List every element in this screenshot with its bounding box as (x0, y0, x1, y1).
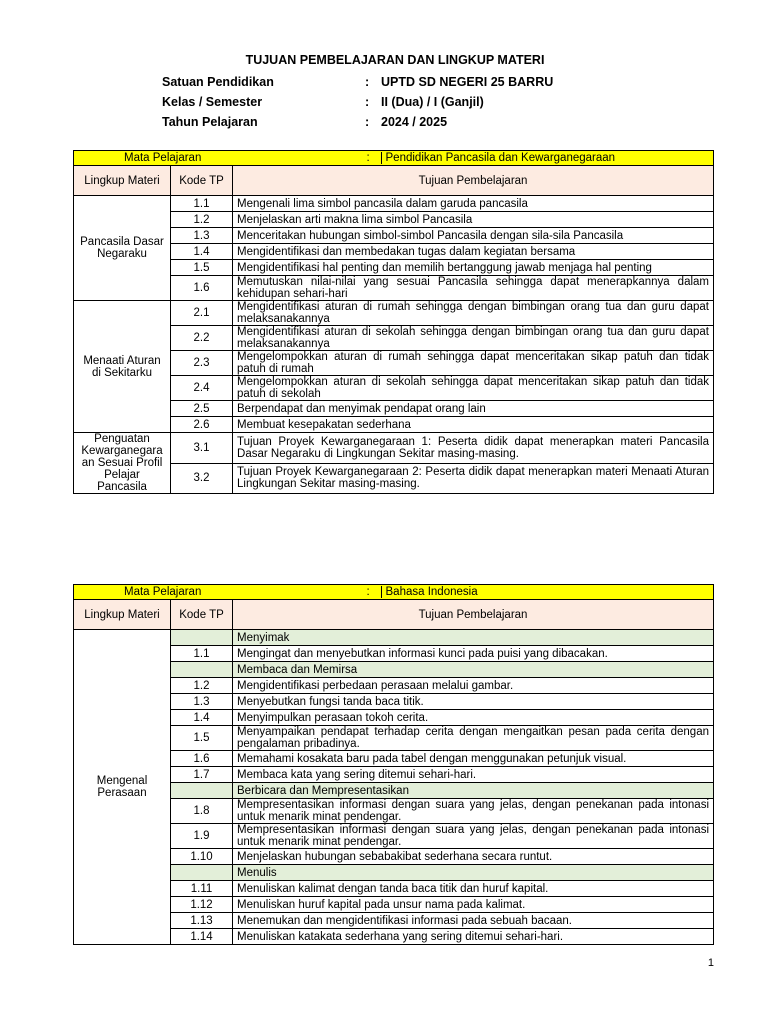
tujuan-pembelajaran-cell: Mengidentifikasi aturan di rumah sehingga dengan bimbingan orang tua dan guru dapat melaksanakannya (233, 301, 714, 326)
subject-value (233, 585, 714, 600)
tujuan-pembelajaran-cell: Mengidentifikasi dan membedakan tugas dalam kegiatan bersama (233, 244, 714, 260)
document-meta (162, 72, 553, 132)
meta-label: Tahun Pelajaran (162, 115, 258, 129)
kode-tp-cell: 1.6 (171, 276, 233, 301)
header-lingkup-materi: Lingkup Materi (74, 166, 171, 196)
kode-tp-cell: 1.12 (171, 897, 233, 913)
tujuan-pembelajaran-cell: Menemukan dan mengidentifikasi informasi pada sebuah bacaan. (233, 913, 714, 929)
kode-tp-cell: 1.4 (171, 710, 233, 726)
tujuan-pembelajaran-cell: Menyampaikan pendapat terhadap cerita dengan mengaitkan pesan pada cerita dengan pengalaman pribadinya. (233, 726, 714, 751)
header-tujuan-pembelajaran: Tujuan Pembelajaran (233, 600, 714, 630)
kode-tp-cell-blank (171, 662, 233, 678)
tujuan-pembelajaran-cell: Menyimpulkan perasaan tokoh cerita. (233, 710, 714, 726)
kode-tp-cell: 1.3 (171, 694, 233, 710)
meta-label: Satuan Pendidikan (162, 75, 274, 89)
kode-tp-cell: 2.6 (171, 417, 233, 433)
bahasa-indonesia-table (73, 584, 714, 945)
tujuan-pembelajaran-cell: Memahami kosakata baru pada tabel dengan menggunakan petunjuk visual. (233, 751, 714, 767)
meta-value: 2024 / 2025 (381, 115, 448, 129)
subject-name: Bahasa Indonesia (381, 586, 478, 598)
kode-tp-cell: 1.10 (171, 849, 233, 865)
meta-row-tahun (162, 112, 553, 132)
header-kode-tp: Kode TP (171, 600, 233, 630)
kode-tp-cell: 3.2 (171, 463, 233, 494)
tujuan-pembelajaran-cell: Mengidentifikasi aturan di sekolah sehingga dengan bimbingan orang tua dan guru dapat melaksanakannya (233, 326, 714, 351)
kode-tp-cell: 2.4 (171, 376, 233, 401)
meta-colon: : (365, 115, 370, 129)
tujuan-pembelajaran-cell: Mengelompokkan aturan di sekolah sehingga dapat menceritakan sikap patuh dan tidak patuh di sekolah (233, 376, 714, 401)
tujuan-pembelajaran-cell: Tujuan Proyek Kewarganegaraan 2: Peserta didik dapat menerapkan materi Menaati Aturan Lingkungan Sekitar masing-masing. (233, 463, 714, 494)
table-row (74, 196, 714, 212)
kode-tp-cell: 1.9 (171, 824, 233, 849)
kode-tp-cell: 1.5 (171, 726, 233, 751)
tujuan-pembelajaran-cell: Menuliskan katakata sederhana yang sering ditemui sehari-hari. (233, 929, 714, 945)
tujuan-pembelajaran-cell: Memutuskan nilai-nilai yang sesuai Pancasila sehingga dapat menerapkannya dalam kehidupan sehari-hari (233, 276, 714, 301)
subtopic-label: Berbicara dan Mempresentasikan (233, 783, 714, 799)
kode-tp-cell: 1.4 (171, 244, 233, 260)
tujuan-pembelajaran-cell: Mengidentifikasi hal penting dan memilih bertanggung jawab menjaga hal penting (233, 260, 714, 276)
subject-name: Pendidikan Pancasila dan Kewarganegaraan (381, 152, 616, 164)
tujuan-pembelajaran-cell: Menuliskan huruf kapital pada unsur nama pada kalimat. (233, 897, 714, 913)
meta-row-kelas (162, 92, 553, 112)
header-lingkup-materi: Lingkup Materi (74, 600, 171, 630)
kode-tp-cell: 1.3 (171, 228, 233, 244)
kode-tp-cell: 1.1 (171, 646, 233, 662)
table-row (74, 301, 714, 326)
table-row (74, 433, 714, 464)
kode-tp-cell-blank (171, 865, 233, 881)
header-row (74, 600, 714, 630)
meta-label: Kelas / Semester (162, 95, 263, 109)
kode-tp-cell: 1.5 (171, 260, 233, 276)
kode-tp-cell: 2.3 (171, 351, 233, 376)
kode-tp-cell: 1.13 (171, 913, 233, 929)
lingkup-materi-cell: Mengenal Perasaan (74, 630, 171, 945)
header-row (74, 166, 714, 196)
kode-tp-cell: 2.5 (171, 401, 233, 417)
header-kode-tp: Kode TP (171, 166, 233, 196)
document-title: TUJUAN PEMBELAJARAN DAN LINGKUP MATERI (245, 53, 545, 67)
subject-row (74, 585, 714, 600)
kode-tp-cell: 1.2 (171, 678, 233, 694)
subject-colon: : (366, 586, 370, 598)
meta-value: II (Dua) / I (Ganjil) (381, 95, 484, 109)
subtopic-label: Menulis (233, 865, 714, 881)
kode-tp-cell: 3.1 (171, 433, 233, 464)
lingkup-materi-cell: Menaati Aturan di Sekitarku (74, 301, 171, 433)
tujuan-pembelajaran-cell: Membuat kesepakatan sederhana (233, 417, 714, 433)
tujuan-pembelajaran-cell: Mengelompokkan aturan di rumah sehingga dapat menceritakan sikap patuh dan tidak patuh di rumah (233, 351, 714, 376)
tujuan-pembelajaran-cell: Mengenali lima simbol pancasila dalam garuda pancasila (233, 196, 714, 212)
subject-label: Mata Pelajaran (74, 585, 233, 600)
meta-row-satuan (162, 72, 553, 92)
tujuan-pembelajaran-cell: Mengidentifikasi perbedaan perasaan melalui gambar. (233, 678, 714, 694)
kode-tp-cell: 1.6 (171, 751, 233, 767)
tujuan-pembelajaran-cell: Membaca kata yang sering ditemui sehari-hari. (233, 767, 714, 783)
kode-tp-cell-blank (171, 630, 233, 646)
tujuan-pembelajaran-cell: Tujuan Proyek Kewarganegaraan 1: Peserta didik dapat menerapkan materi Pancasila Dasar Negaraku di Lingkungan Sekitar masing-masing. (233, 433, 714, 464)
meta-value: UPTD SD NEGERI 25 BARRU (381, 75, 554, 89)
kode-tp-cell: 1.1 (171, 196, 233, 212)
kode-tp-cell-blank (171, 783, 233, 799)
subject-value (233, 151, 714, 166)
lingkup-materi-cell: Penguatan Kewarganegara an Sesuai Profil Pelajar Pancasila (74, 433, 171, 494)
subtopic-row (74, 630, 714, 646)
tujuan-pembelajaran-cell: Mengingat dan menyebutkan informasi kunci pada puisi yang dibacakan. (233, 646, 714, 662)
kode-tp-cell: 1.2 (171, 212, 233, 228)
tujuan-pembelajaran-cell: Menuliskan kalimat dengan tanda baca titik dan huruf kapital. (233, 881, 714, 897)
tujuan-pembelajaran-cell: Menjelaskan arti makna lima simbol Pancasila (233, 212, 714, 228)
tujuan-pembelajaran-cell: Mempresentasikan informasi dengan suara yang jelas, dengan penekanan pada intonasi untuk menarik minat pendengar. (233, 824, 714, 849)
subtopic-label: Menyimak (233, 630, 714, 646)
kode-tp-cell: 1.8 (171, 799, 233, 824)
lingkup-materi-cell: Pancasila Dasar Negaraku (74, 196, 171, 301)
meta-colon: : (365, 75, 370, 89)
tujuan-pembelajaran-cell: Mempresentasikan informasi dengan suara yang jelas, dengan penekanan pada intonasi untuk menarik minat pendengar. (233, 799, 714, 824)
subject-colon: : (366, 152, 370, 164)
kode-tp-cell: 2.1 (171, 301, 233, 326)
header-tujuan-pembelajaran: Tujuan Pembelajaran (233, 166, 714, 196)
subtopic-label: Membaca dan Memirsa (233, 662, 714, 678)
ppkn-table (73, 150, 714, 494)
tujuan-pembelajaran-cell: Menjelaskan hubungan sebabakibat sederhana secara runtut. (233, 849, 714, 865)
page-number: 1 (707, 957, 714, 969)
tujuan-pembelajaran-cell: Menceritakan hubungan simbol-simbol Pancasila dengan sila-sila Pancasila (233, 228, 714, 244)
subject-label: Mata Pelajaran (74, 151, 233, 166)
kode-tp-cell: 1.14 (171, 929, 233, 945)
meta-colon: : (365, 95, 370, 109)
subject-row (74, 151, 714, 166)
kode-tp-cell: 1.11 (171, 881, 233, 897)
kode-tp-cell: 1.7 (171, 767, 233, 783)
tujuan-pembelajaran-cell: Berpendapat dan menyimak pendapat orang lain (233, 401, 714, 417)
kode-tp-cell: 2.2 (171, 326, 233, 351)
tujuan-pembelajaran-cell: Menyebutkan fungsi tanda baca titik. (233, 694, 714, 710)
